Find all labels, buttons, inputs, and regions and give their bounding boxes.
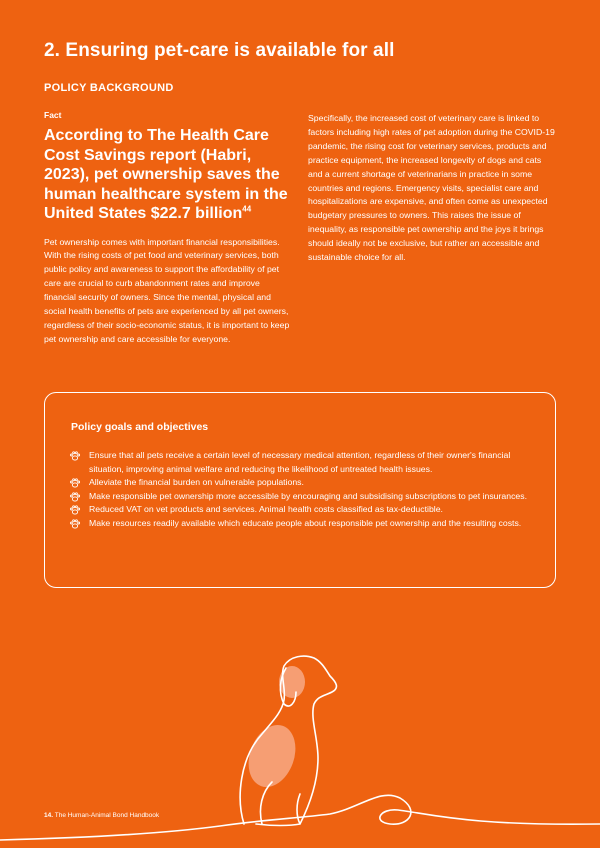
policy-goals-title: Policy goals and objectives <box>71 421 209 433</box>
footnote-ref[interactable]: 44 <box>242 204 252 214</box>
right-column <box>308 110 558 265</box>
left-column <box>44 110 292 347</box>
policy-goals-list <box>69 449 539 530</box>
list-item <box>69 476 539 490</box>
policy-goals-box <box>44 392 556 588</box>
goal-text: Make resources readily available which educate people about responsible pet ownership and the resulting costs. <box>89 517 522 528</box>
handbook-title: The Human-Animal Bond Handbook <box>53 812 160 819</box>
left-body-text: Pet ownership comes with important financial responsibilities. With the rising costs of pet food and veterinary services, both public policy and awareness to support the affordability of pet care are crucial to curb abandonment rates and improve financial security of owners. Since the mental, physical and social health benefits of pets are experienced by all pet owners, regardless of their socio-economic status, it is important to keep pet ownership and care accessible for everyone. <box>44 236 290 344</box>
paw-icon <box>69 491 81 503</box>
right-body-text: Specifically, the increased cost of veterinary care is linked to factors including high rates of pet adoption during the COVID-19 pandemic, the rising cost for veterinary services, products and practice equipment, the increased longevity of dogs and cats and a current shortage of veterinarians in practice in some countries and regions. Emergency visits, specialist care and hospitalizations are expensive, and often come as unexpected budgetary pressures to owners. This raises the issue of inequality, as responsible pet ownership and the joys it brings should ideally not be exclusive, but rather an accessible and sustainable choice for all. <box>308 113 555 263</box>
policy-background-label: POLICY BACKGROUND <box>44 82 174 94</box>
list-item <box>69 490 539 504</box>
paw-icon <box>69 518 81 530</box>
list-item <box>69 449 539 476</box>
list-item <box>69 517 539 531</box>
goal-text: Reduced VAT on vet products and services. Animal health costs classified as tax-deductible. <box>89 504 443 514</box>
goal-text: Make responsible pet ownership more accessible by encouraging and subsidising subscriptions to pet insurances. <box>89 490 527 501</box>
paw-icon <box>69 477 81 489</box>
page-footer <box>44 812 159 819</box>
list-item <box>69 503 539 517</box>
fact-label: Fact <box>44 110 62 120</box>
paw-icon <box>69 450 81 462</box>
section-title: 2. Ensuring pet-care is available for all <box>44 40 395 61</box>
page-number: 14. <box>44 812 54 819</box>
goal-text: Ensure that all pets receive a certain level of necessary medical attention, regardless of their owner's financial situation, improving animal welfare and reducing the likelihood of untreated health issues. <box>89 450 511 474</box>
paw-icon <box>69 504 81 516</box>
fact-heading-text: According to The Health Care Cost Savings report (Habri, 2023), pet ownership saves the human healthcare system in the United States $22.7 billion <box>44 127 288 222</box>
fact-heading <box>44 126 292 224</box>
goal-text: Alleviate the financial burden on vulnerable populations. <box>89 477 304 487</box>
